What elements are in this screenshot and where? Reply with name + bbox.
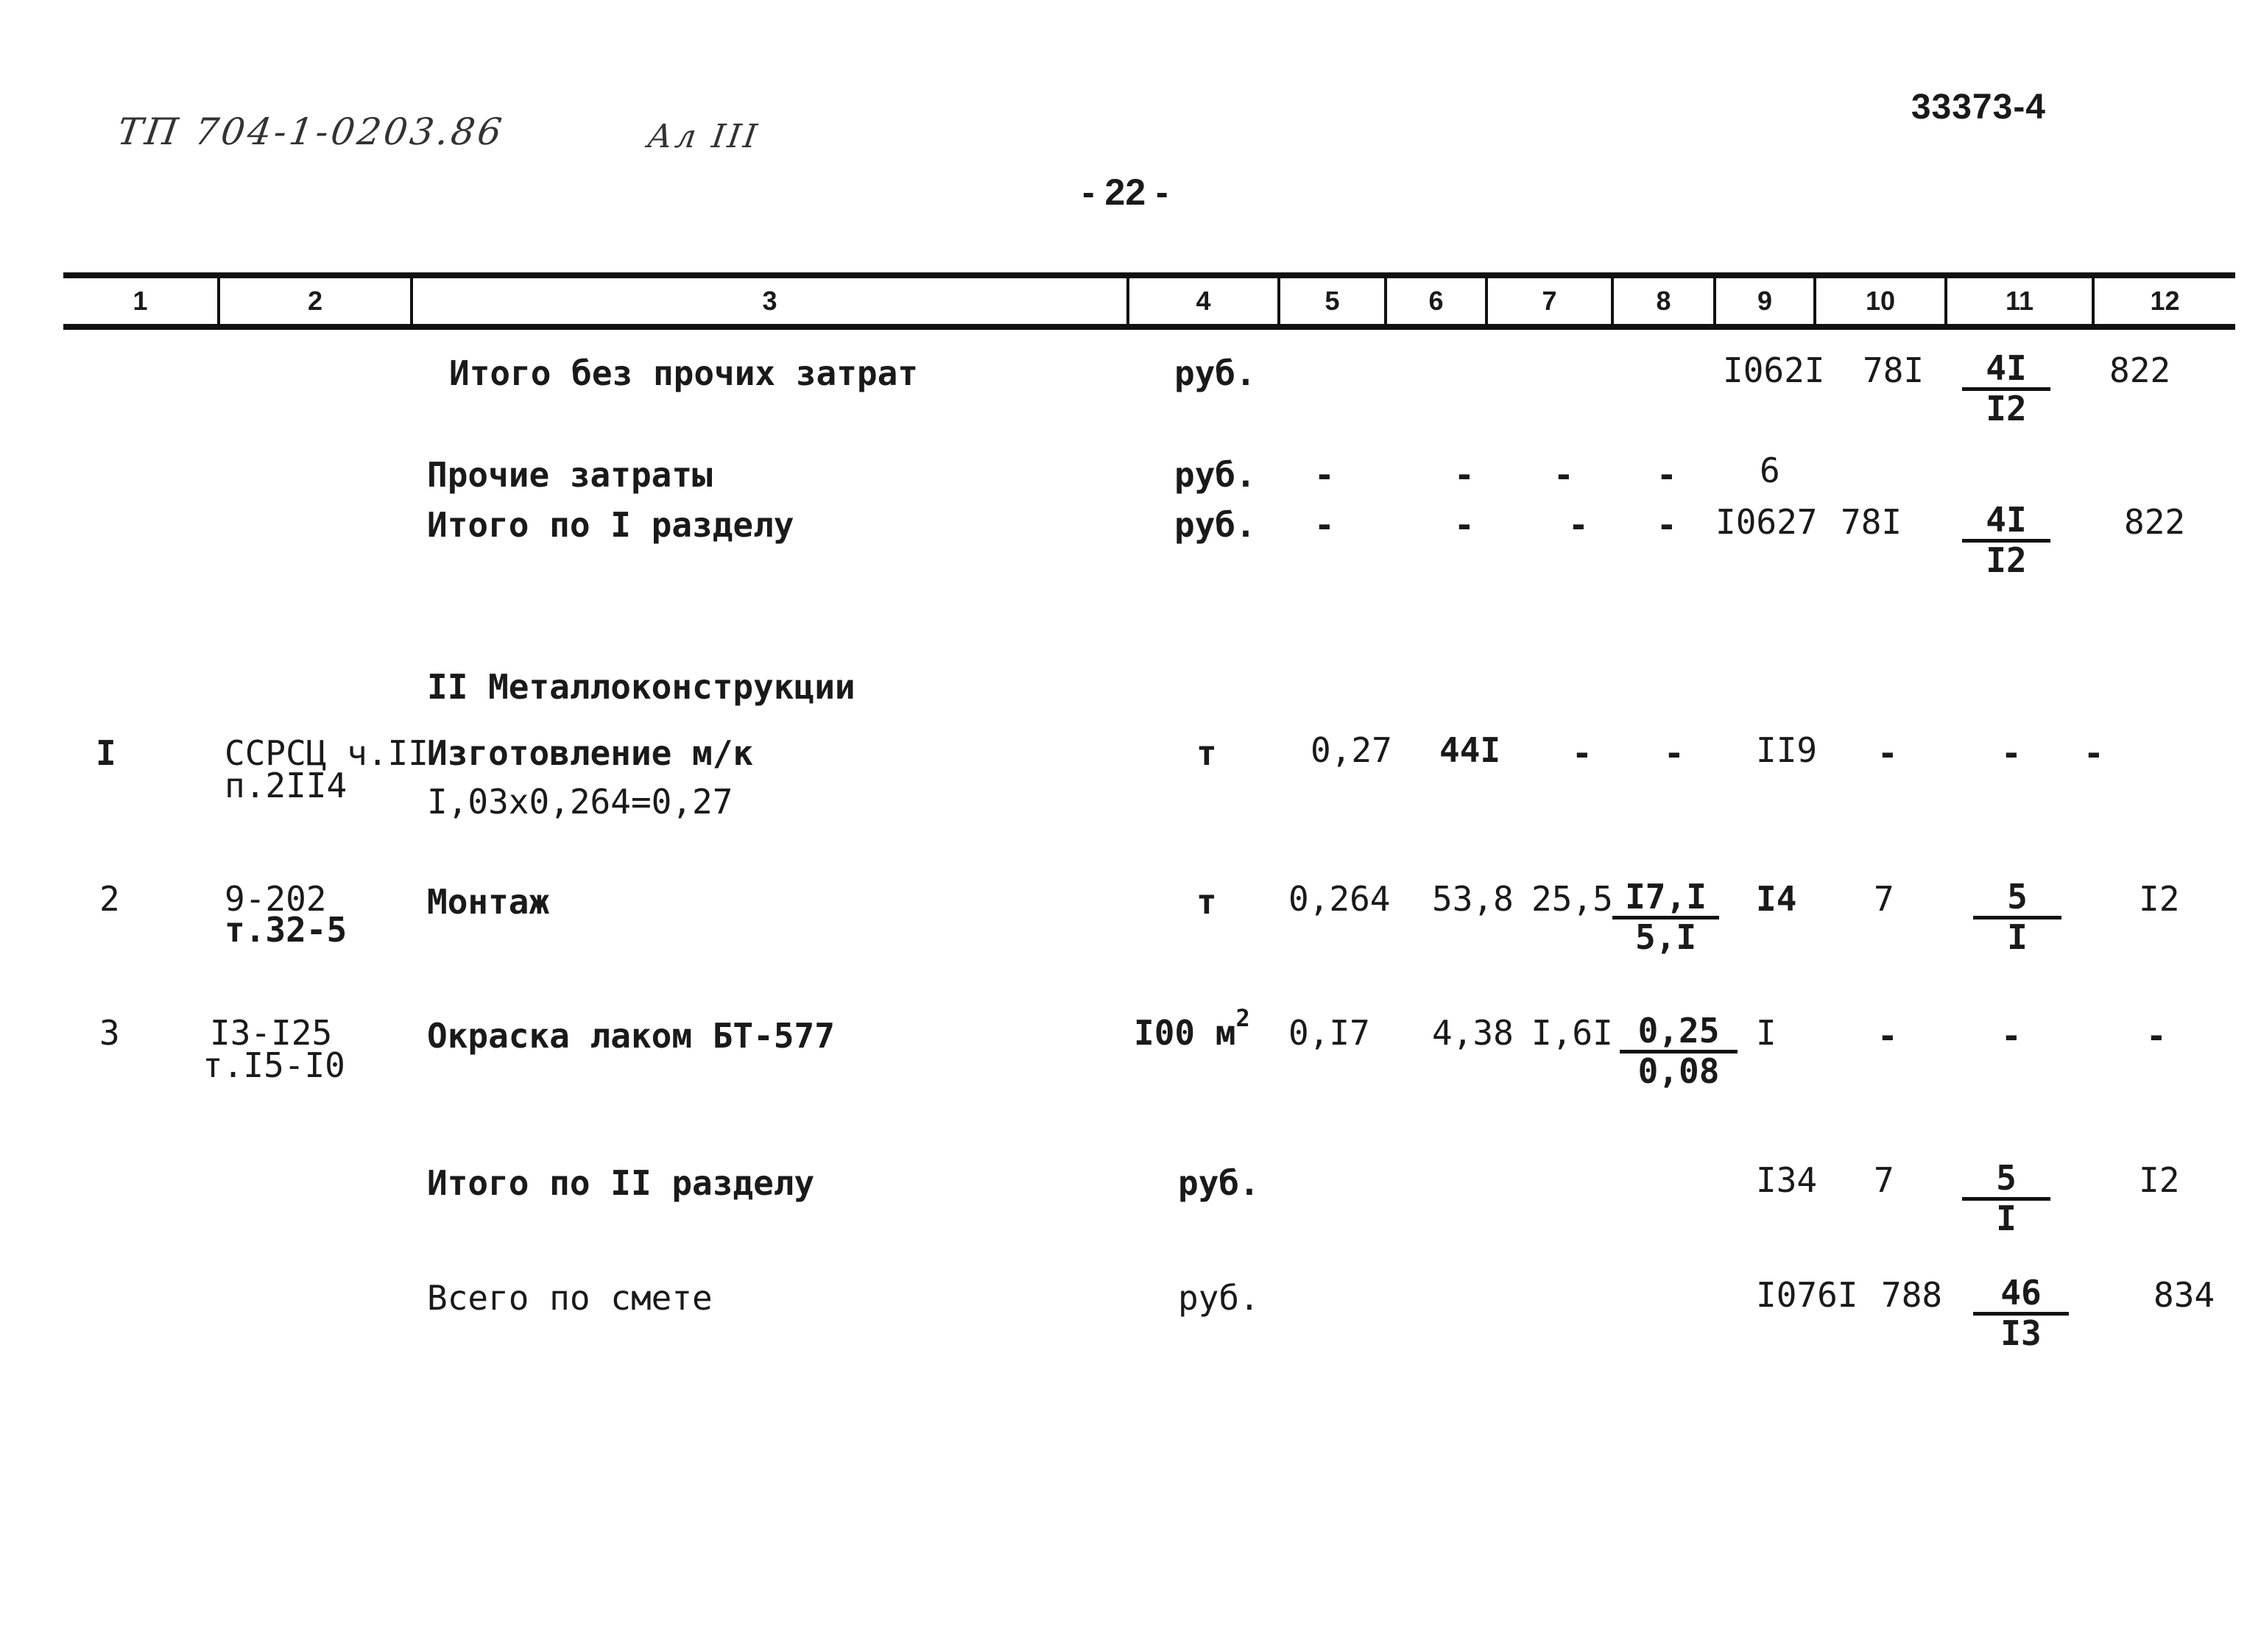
row-other-costs-col8: - bbox=[1657, 455, 1677, 495]
row-section2-total-col10: 7 bbox=[1874, 1160, 1894, 1200]
row-fabrication-formula: I,03х0,264=0,27 bbox=[427, 782, 733, 822]
row-subtotal-label: Итого без прочих затрат bbox=[449, 353, 918, 393]
row-fabrication-code-line2: п.2II4 bbox=[225, 766, 348, 805]
row-fabrication-col9: II9 bbox=[1756, 730, 1818, 770]
row-assembly-code-line2: т.32-5 bbox=[225, 910, 348, 950]
row-other-costs-col7: - bbox=[1553, 455, 1574, 495]
row-assembly-unit: т bbox=[1196, 882, 1217, 922]
table-top-rule bbox=[63, 272, 2235, 278]
row-section1-total-col11-fraction bbox=[1962, 502, 2050, 579]
unit-superscript: 2 bbox=[1235, 1004, 1250, 1032]
row-other-costs-col9: 6 bbox=[1760, 451, 1780, 490]
fraction-denominator: 0,08 bbox=[1637, 1051, 1720, 1092]
row-fabrication-col8: - bbox=[1664, 733, 1685, 773]
row-subtotal-col10: 78I bbox=[1863, 350, 1925, 390]
row-grand-total-col10: 788 bbox=[1881, 1275, 1943, 1315]
handwritten-album-mark: Ал III bbox=[645, 118, 763, 155]
row-assembly-col9: I4 bbox=[1756, 879, 1797, 919]
row-fabrication-col11: - bbox=[2001, 733, 2022, 773]
row-painting-col9: I bbox=[1756, 1013, 1777, 1053]
row-section2-total-col12: I2 bbox=[2139, 1160, 2180, 1200]
column-number-6: 6 bbox=[1428, 286, 1444, 316]
row-other-costs-col5: - bbox=[1314, 455, 1335, 495]
row-assembly-col7: 25,5 bbox=[1531, 879, 1613, 919]
row-fabrication-col6: 44I bbox=[1439, 730, 1501, 770]
row-fabrication-col10: - bbox=[1877, 733, 1898, 773]
fraction-denominator: I bbox=[2007, 917, 2028, 958]
row-subtotal-col12: 822 bbox=[2109, 350, 2171, 390]
page-number: - 22 - bbox=[1082, 172, 1168, 213]
row-section2-total-col9: I34 bbox=[1756, 1160, 1818, 1200]
row-assembly-col8-fraction bbox=[1612, 879, 1719, 956]
fraction-denominator: I2 bbox=[1986, 540, 2027, 581]
column-number-12: 12 bbox=[2150, 286, 2180, 316]
column-number-3: 3 bbox=[762, 286, 777, 316]
row-section1-total-col10: 78I bbox=[1841, 502, 1902, 542]
row-other-costs-unit: руб. bbox=[1174, 455, 1256, 495]
fraction-denominator: I bbox=[1996, 1199, 2017, 1239]
fraction-numerator: 46 bbox=[1973, 1275, 2069, 1316]
row-assembly-code-line1: 9-202 bbox=[225, 879, 327, 919]
row-grand-total-label: Всего по смете bbox=[427, 1278, 713, 1318]
row-assembly-col12: I2 bbox=[2139, 879, 2180, 919]
row-fabrication-label: Изготовление м/к bbox=[427, 733, 754, 773]
column-number-2: 2 bbox=[307, 286, 323, 316]
row-painting-col10: - bbox=[1877, 1016, 1898, 1056]
row-painting-code-line1: I3-I25 bbox=[210, 1013, 333, 1053]
fraction-numerator: 5 bbox=[1973, 879, 2061, 919]
row-fabrication-col5: 0,27 bbox=[1311, 730, 1392, 770]
fraction-denominator: 5,I bbox=[1634, 917, 1697, 958]
row-subtotal-col11-fraction bbox=[1962, 350, 2050, 427]
column-number-10: 10 bbox=[1865, 286, 1896, 316]
column-number-8: 8 bbox=[1656, 286, 1671, 316]
column-number-1: 1 bbox=[133, 286, 148, 316]
fraction-numerator: 0,25 bbox=[1620, 1013, 1738, 1053]
row-painting-col11: - bbox=[2001, 1016, 2022, 1056]
row-section1-total-unit: руб. bbox=[1174, 505, 1256, 545]
row-subtotal-col9: I062I bbox=[1723, 350, 1825, 390]
row-assembly-col6: 53,8 bbox=[1432, 879, 1514, 919]
row-other-costs-label: Прочие затраты bbox=[427, 455, 713, 495]
row-section1-total-label: Итого по I разделу bbox=[427, 505, 794, 545]
row-section1-total-col6: - bbox=[1454, 505, 1475, 545]
row-section1-total-col9: I0627 bbox=[1715, 502, 1818, 542]
row-painting-col8-fraction bbox=[1620, 1013, 1738, 1090]
row-section2-total-unit: руб. bbox=[1178, 1163, 1260, 1203]
row-fabrication-position: I bbox=[96, 733, 116, 773]
row-section2-total-col11-fraction bbox=[1962, 1160, 2050, 1237]
row-section1-total-col8: - bbox=[1657, 505, 1677, 545]
column-number-4: 4 bbox=[1196, 286, 1211, 316]
fraction-numerator: 4I bbox=[1962, 350, 2050, 391]
row-painting-code-line2: т.I5-I0 bbox=[202, 1045, 345, 1085]
row-section1-total-col5: - bbox=[1314, 505, 1335, 545]
row-grand-total-unit: руб. bbox=[1178, 1278, 1260, 1318]
row-assembly-col10: 7 bbox=[1874, 879, 1894, 919]
column-number-11: 11 bbox=[2005, 286, 2034, 316]
fraction-denominator: I2 bbox=[1986, 389, 2027, 429]
column-number-5: 5 bbox=[1324, 286, 1340, 316]
section-heading-metal-structures: II Металлоконструкции bbox=[427, 667, 856, 707]
row-assembly-label: Монтаж bbox=[427, 882, 550, 922]
row-painting-col5: 0,I7 bbox=[1288, 1013, 1370, 1053]
row-painting-unit bbox=[1134, 1004, 1250, 1053]
fraction-numerator: 4I bbox=[1962, 502, 2050, 543]
row-section2-total-label: Итого по II разделу bbox=[427, 1163, 815, 1203]
row-painting-col7: I,6I bbox=[1531, 1013, 1613, 1053]
fraction-numerator: 5 bbox=[1962, 1160, 2050, 1201]
unit-text: I00 м bbox=[1134, 1013, 1236, 1053]
row-grand-total-col9: I076I bbox=[1756, 1275, 1858, 1315]
row-subtotal-unit: руб. bbox=[1174, 353, 1256, 393]
column-number-9: 9 bbox=[1757, 286, 1773, 316]
row-fabrication-unit: т bbox=[1196, 733, 1217, 773]
row-painting-position: 3 bbox=[99, 1013, 120, 1053]
row-painting-label: Окраска лаком БТ-577 bbox=[427, 1016, 835, 1056]
row-grand-total-col11-fraction bbox=[1973, 1275, 2069, 1352]
document-number: 33373-4 bbox=[1911, 88, 2046, 127]
row-assembly-col11-fraction bbox=[1973, 879, 2061, 956]
row-assembly-position: 2 bbox=[99, 879, 120, 919]
row-other-costs-col6: - bbox=[1454, 455, 1475, 495]
row-section1-total-col7: - bbox=[1568, 505, 1589, 545]
row-section1-total-col12: 822 bbox=[2124, 502, 2186, 542]
fraction-denominator: I3 bbox=[2000, 1313, 2042, 1354]
row-fabrication-col7: - bbox=[1572, 733, 1592, 773]
column-number-7: 7 bbox=[1542, 286, 1557, 316]
row-fabrication-col12: - bbox=[2084, 733, 2104, 773]
fraction-numerator: I7,I bbox=[1612, 879, 1719, 919]
row-grand-total-col12: 834 bbox=[2154, 1275, 2215, 1315]
table-header-bottom-rule bbox=[63, 324, 2235, 330]
row-fabrication-code-line1: ССРСЦ ч.II bbox=[225, 733, 428, 773]
row-painting-col6: 4,38 bbox=[1432, 1013, 1514, 1053]
row-painting-col12: - bbox=[2146, 1016, 2167, 1056]
row-assembly-col5: 0,264 bbox=[1288, 879, 1391, 919]
handwritten-project-code: ТП 704-1-0203.86 bbox=[114, 110, 507, 153]
